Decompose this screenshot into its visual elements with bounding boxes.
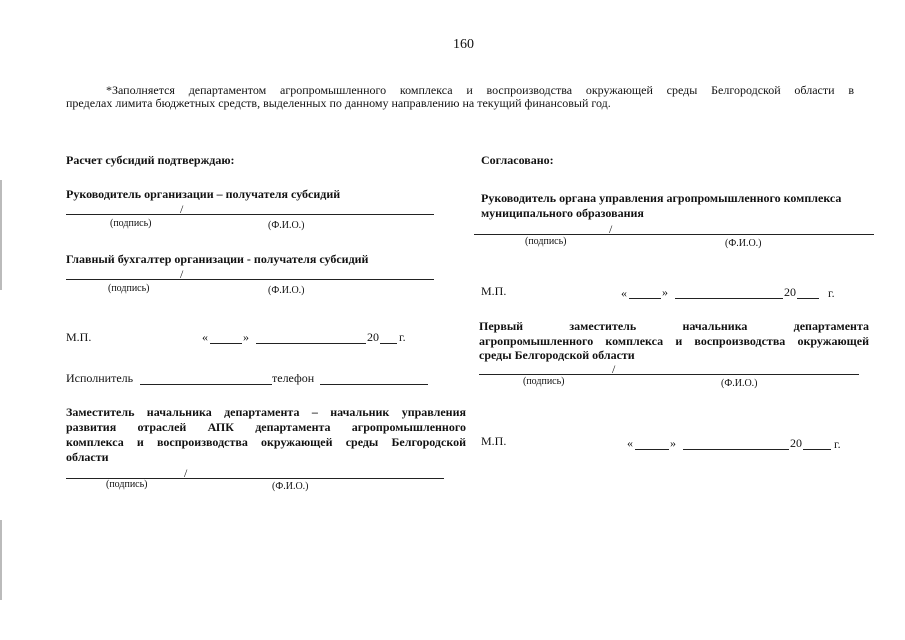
deputy-title-line-2: развития отраслей АПК департамента агропромышленного [66, 420, 466, 434]
right-upper-date-open: « [621, 286, 627, 300]
right-heading: Согласовано: [481, 153, 554, 167]
deputy-title-line-4: области [66, 450, 109, 464]
deputy-fio-caption: (Ф.И.О.) [272, 481, 309, 492]
head-municipal-signature-line [474, 234, 874, 235]
right-lower-date-month-line [683, 449, 789, 450]
chief-accountant-slash: / [180, 267, 184, 281]
right-upper-year-suffix: г. [828, 286, 835, 300]
phone-line [320, 384, 428, 385]
left-stamp: М.П. [66, 330, 92, 344]
right-upper-date-day-line [629, 298, 661, 299]
chief-accountant-title: Главный бухгалтер организации - получателя субсидий [66, 252, 369, 266]
footnote-line-1: *Заполняется департаментом агропромышленного комплекса и воспроизводства окружающей среды Белгородской области в [106, 83, 854, 97]
right-stamp-upper: М.П. [481, 284, 507, 298]
right-lower-year-prefix: 20 [790, 436, 802, 450]
head-org-signature-line [66, 214, 434, 215]
head-org-slash: / [180, 202, 184, 216]
first-deputy-signature-line [479, 374, 859, 375]
right-lower-year-line [803, 449, 831, 450]
scan-edge [0, 520, 2, 600]
right-lower-date-close: » [670, 436, 676, 450]
deputy-title-line-1: Заместитель начальника департамента – начальник управления [66, 405, 466, 419]
deputy-title-line-3: комплекса и воспроизводства окружающей среды Белгородской [66, 435, 466, 449]
chief-accountant-fio-caption: (Ф.И.О.) [268, 285, 305, 296]
deputy-slash: / [184, 466, 188, 480]
head-municipal-line-1: Руководитель органа управления агропромышленного комплекса [481, 191, 842, 205]
executor-line [140, 384, 272, 385]
first-deputy-fio-caption: (Ф.И.О.) [721, 378, 758, 389]
right-lower-year-suffix: г. [834, 437, 841, 451]
footnote-line-2: пределах лимита бюджетных средств, выделенных по данному направлению на текущий финансовый год. [66, 96, 611, 110]
right-lower-date-open: « [627, 436, 633, 450]
scan-edge [0, 180, 2, 290]
right-upper-date-close: » [662, 285, 668, 299]
first-deputy-line-1: Первый заместитель начальника департамента [479, 319, 869, 333]
first-deputy-line-2: агропромышленного комплекса и воспроизводства окружающей [479, 334, 869, 348]
head-municipal-slash: / [609, 222, 613, 236]
head-municipal-fio-caption: (Ф.И.О.) [725, 238, 762, 249]
left-date-open: « [202, 330, 208, 344]
executor-label: Исполнитель [66, 371, 134, 385]
right-lower-date-day-line [635, 449, 669, 450]
head-org-fio-caption: (Ф.И.О.) [268, 220, 305, 231]
first-deputy-signature-caption: (подпись) [523, 376, 565, 387]
left-year-suffix: г. [399, 330, 406, 344]
first-deputy-line-3: среды Белгородской области [479, 348, 635, 362]
deputy-signature-caption: (подпись) [106, 479, 148, 490]
phone-label: телефон [272, 371, 315, 385]
left-date-month-line [256, 343, 366, 344]
chief-accountant-signature-caption: (подпись) [108, 283, 150, 294]
right-upper-year-line [797, 298, 819, 299]
head-municipal-line-2: муниципального образования [481, 206, 644, 220]
left-heading: Расчет субсидий подтверждаю: [66, 153, 235, 167]
left-year-line [380, 343, 397, 344]
head-org-title: Руководитель организации – получателя субсидий [66, 187, 341, 201]
left-date-close: » [243, 330, 249, 344]
right-upper-year-prefix: 20 [784, 285, 796, 299]
right-stamp-lower: М.П. [481, 434, 507, 448]
head-org-signature-caption: (подпись) [110, 218, 152, 229]
left-date-day-line [210, 343, 242, 344]
first-deputy-slash: / [612, 362, 616, 376]
head-municipal-signature-caption: (подпись) [525, 236, 567, 247]
page-number: 160 [453, 37, 474, 52]
left-year-prefix: 20 [367, 330, 379, 344]
chief-accountant-signature-line [66, 279, 434, 280]
right-upper-date-month-line [675, 298, 783, 299]
